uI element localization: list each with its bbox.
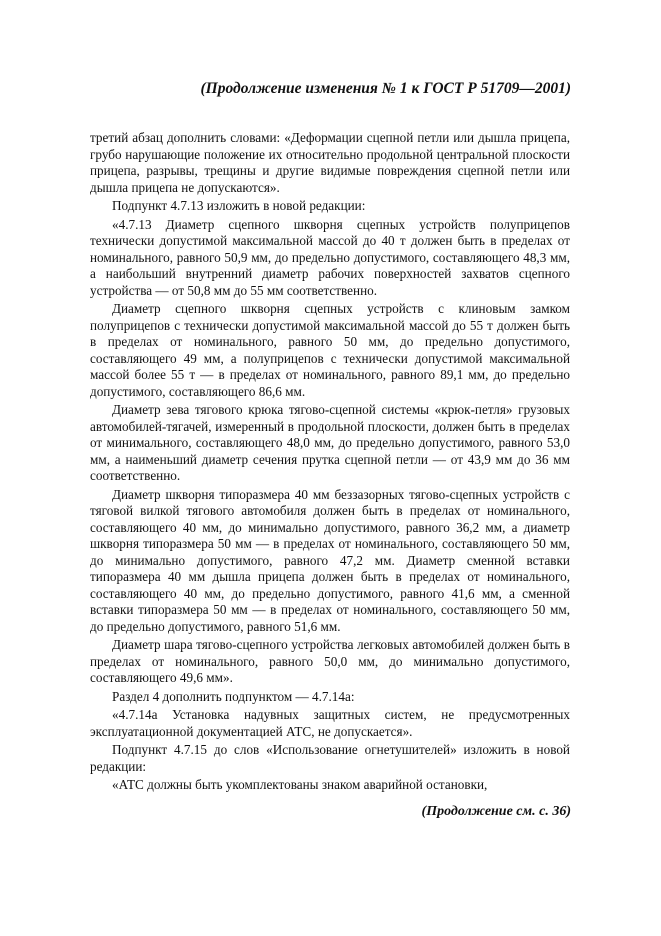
page-header-continuation: (Продолжение изменения № 1 к ГОСТ Р 51709—2001) — [200, 80, 571, 97]
paragraph: «АТС должны быть укомплектованы знаком аварийной остановки, — [112, 777, 488, 792]
page-footer-continuation: (Продолжение см. с. 36) — [421, 804, 571, 819]
paragraph: Диаметр шкворня типоразмера 40 мм беззазорных тягово-сцепных устройств с тяговой вилкой тягового автомобиля должен быть в пределах от номинального, составляющего 40 мм, до минимально допустимого, равного 36,2 мм, а диаметр шкворня типоразмера 50 мм — в пределах от номинального, составляющего 50 мм, до минимально допустимого, равного 47,2 мм. Диаметр сменной вставки типоразмера 40 мм дышла прицепа должен быть в пределах от номинального, составляющего 40 мм, до предельно допустимого, равного 41,6 мм, а сменной вставки типоразмера 50 мм — в пределах от номинального, составляющего 50 мм, до предельно допустимого, равного 51,6 мм. — [90, 486, 570, 634]
paragraph: Раздел 4 дополнить подпунктом — 4.7.14а: — [112, 688, 355, 704]
paragraph: «4.7.13 Диаметр сцепного шкворня сцепных устройств полуприцепов технически допустимой максимальной массой до 40 т должен быть в пределах от номинального, равного 50,9 мм, до предельно допустимого, составляющего 48,3 мм, а наибольший внутренний диаметр рабочих поверхностей захватов сцепного устройства — от 50,8 мм до 55 мм соответственно. — [90, 216, 570, 298]
paragraph: Диаметр зева тягового крюка тягово-сцепной системы «крюк-петля» грузовых автомобилей-тягачей, измеренный в продольной плоскости, должен быть в пределах от минимального, составляющего 48,0 мм, до предельно допустимого, равного 53,0 мм, а наименьший диаметр сечения прутка сцепной петли — от 43,9 мм до 36 мм соответственно. — [90, 402, 570, 483]
paragraph: «4.7.14а Установка надувных защитных систем, не предусмотренных эксплуатационной документацией АТС, не допускается». — [90, 707, 570, 739]
paragraph: третий абзац дополнить словами: «Деформации сцепной петли или дышла прицепа, грубо нарушающие положение их относительно продольной центральной плоскости прицепа, разрывы, трещины и другие видимые повреждения сцепной петли или дышла прицепа не допускаются». — [90, 130, 570, 195]
document-body — [90, 130, 570, 796]
paragraph: Подпункт 4.7.13 изложить в новой редакции: — [112, 198, 366, 213]
paragraph: Подпункт 4.7.15 до слов «Использование огнетушителей» изложить в новой редакции: — [90, 742, 570, 774]
paragraph: Диаметр сцепного шкворня сцепных устройств с клиновым замком полуприцепов с технически допустимой максимальной массой до 55 т должен быть в пределах от номинального, равного 50 мм, до предельно допустимого, составляющего 49 мм, а полуприцепов с технически допустимой максимальной массой более 55 т — в пределах от номинального, равного 89,1 мм, до предельно допустимого, составляющего 86,6 мм. — [90, 301, 570, 399]
paragraph: Диаметр шара тягово-сцепного устройства легковых автомобилей должен быть в пределах от номинального, равного 50,0 мм, до минимально допустимого, составляющего 49,6 мм». — [90, 637, 570, 685]
